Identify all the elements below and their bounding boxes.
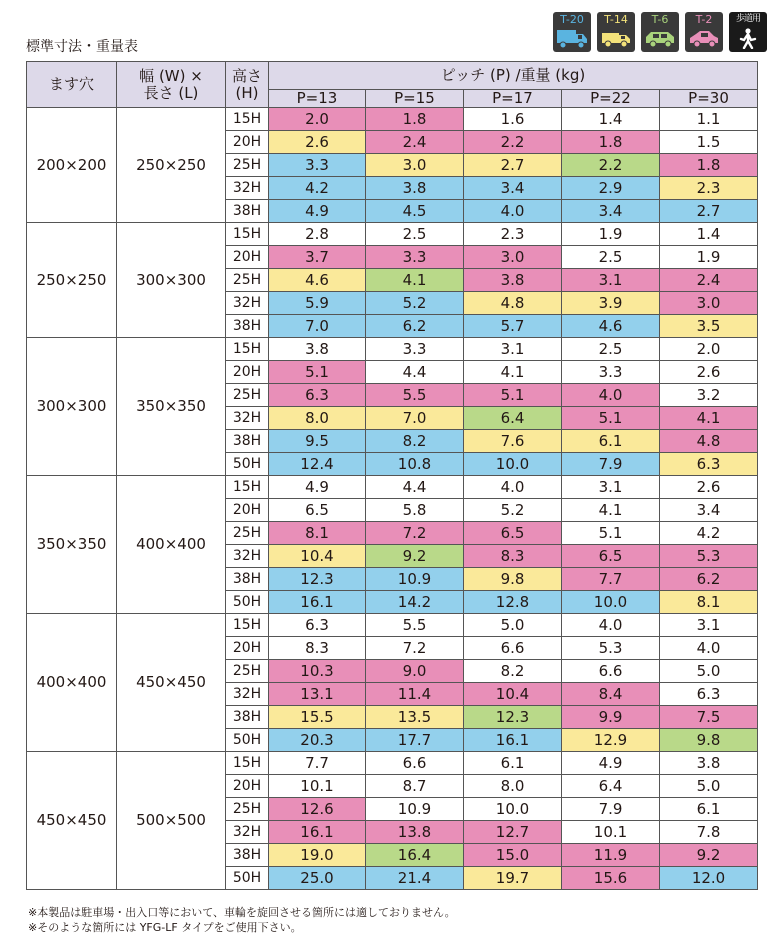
legend-t14-label: T-14 [604,13,628,26]
weight-cell: 2.2 [464,131,562,154]
masu-cell: 250×250 [27,223,117,338]
weight-cell: 9.2 [660,844,758,867]
height-cell: 38H [226,568,269,591]
weight-cell: 12.9 [562,729,660,752]
legend-t6 [641,12,679,52]
weight-cell: 2.6 [660,476,758,499]
weight-cell: 6.5 [464,522,562,545]
weight-cell: 2.4 [660,269,758,292]
height-cell: 15H [226,108,269,131]
weight-cell: 6.2 [660,568,758,591]
footnote-1: ※本製品は駐車場・出入口等において、車輪を旋回させる箇所には適しておりません。 [28,906,456,919]
weight-cell: 5.9 [269,292,366,315]
height-cell: 20H [226,775,269,798]
weight-cell: 4.5 [366,200,464,223]
weight-cell: 12.3 [464,706,562,729]
weight-cell: 4.8 [660,430,758,453]
weight-cell: 5.3 [660,545,758,568]
height-cell: 50H [226,453,269,476]
weight-cell: 4.8 [464,292,562,315]
weight-cell: 1.4 [660,223,758,246]
header-height-line1: 高さ [231,66,262,85]
weight-cell: 1.1 [660,108,758,131]
weight-cell: 16.1 [269,821,366,844]
height-cell: 20H [226,131,269,154]
weight-cell: 3.0 [660,292,758,315]
weight-cell: 10.0 [562,591,660,614]
height-cell: 50H [226,867,269,890]
header-pitch-15: P=15 [366,90,464,108]
weight-cell: 12.0 [660,867,758,890]
height-cell: 20H [226,499,269,522]
weight-cell: 4.9 [269,476,366,499]
legend-t14 [597,12,635,52]
height-cell: 32H [226,177,269,200]
weight-cell: 17.7 [366,729,464,752]
weight-cell: 5.5 [366,384,464,407]
weight-cell: 1.5 [660,131,758,154]
weight-cell: 5.8 [366,499,464,522]
weight-cell: 8.7 [366,775,464,798]
weight-cell: 6.1 [562,430,660,453]
weight-cell: 3.8 [366,177,464,200]
car-icon [644,28,676,49]
weight-cell: 7.9 [562,453,660,476]
weight-cell: 4.4 [366,361,464,384]
weight-cell: 3.4 [660,499,758,522]
weight-cell: 6.3 [269,384,366,407]
weight-cell: 6.2 [366,315,464,338]
weight-cell: 2.8 [269,223,366,246]
footnotes [28,905,456,935]
truck-icon [556,28,588,49]
weight-cell: 8.4 [562,683,660,706]
height-cell: 25H [226,384,269,407]
legend-t2 [685,12,723,52]
weight-cell: 6.6 [562,660,660,683]
weight-cell: 8.1 [660,591,758,614]
weight-cell: 3.3 [562,361,660,384]
weight-cell: 4.9 [269,200,366,223]
weight-cell: 8.3 [269,637,366,660]
weight-cell: 4.0 [562,614,660,637]
weight-cell: 10.9 [366,798,464,821]
weight-cell: 8.0 [269,407,366,430]
weight-cell: 5.5 [366,614,464,637]
height-cell: 32H [226,683,269,706]
weight-cell: 2.2 [562,154,660,177]
weight-cell: 3.4 [464,177,562,200]
weight-cell: 6.1 [464,752,562,775]
weight-cell: 10.8 [366,453,464,476]
weight-cell: 9.0 [366,660,464,683]
weight-cell: 4.6 [562,315,660,338]
weight-cell: 4.0 [464,476,562,499]
height-cell: 15H [226,752,269,775]
weight-cell: 4.0 [464,200,562,223]
height-cell: 25H [226,660,269,683]
weight-cell: 5.0 [660,660,758,683]
size-cell: 500×500 [117,752,226,890]
weight-cell: 2.0 [660,338,758,361]
height-cell: 38H [226,844,269,867]
height-cell: 15H [226,476,269,499]
height-cell: 32H [226,292,269,315]
weight-cell: 7.6 [464,430,562,453]
weight-cell: 6.6 [366,752,464,775]
height-cell: 15H [226,614,269,637]
size-cell: 250×250 [117,108,226,223]
weight-cell: 4.6 [269,269,366,292]
weight-cell: 8.1 [269,522,366,545]
height-cell: 38H [226,706,269,729]
weight-cell: 3.1 [660,614,758,637]
weight-cell: 3.0 [464,246,562,269]
weight-cell: 5.2 [366,292,464,315]
weight-cell: 1.4 [562,108,660,131]
size-cell: 450×450 [117,614,226,752]
weight-cell: 3.8 [464,269,562,292]
compact-car-icon [688,28,720,49]
weight-cell: 3.4 [562,200,660,223]
weight-cell: 10.1 [562,821,660,844]
header-pitch-17: P=17 [464,90,562,108]
weight-cell: 4.1 [562,499,660,522]
weight-cell: 19.7 [464,867,562,890]
weight-cell: 10.9 [366,568,464,591]
weight-cell: 16.1 [269,591,366,614]
weight-cell: 6.5 [562,545,660,568]
table-body [27,108,758,890]
weight-cell: 7.0 [366,407,464,430]
masu-cell: 300×300 [27,338,117,476]
header-size [117,62,226,108]
weight-cell: 7.2 [366,637,464,660]
legend-pedestrian [729,12,767,52]
load-class-legend [553,12,767,52]
weight-cell: 3.3 [366,246,464,269]
height-cell: 38H [226,315,269,338]
header-pitch-13: P=13 [269,90,366,108]
weight-cell: 6.3 [660,683,758,706]
weight-cell: 13.1 [269,683,366,706]
weight-cell: 6.4 [464,407,562,430]
weight-cell: 2.5 [562,338,660,361]
weight-cell: 12.7 [464,821,562,844]
weight-cell: 4.9 [562,752,660,775]
masu-cell: 200×200 [27,108,117,223]
weight-cell: 3.5 [660,315,758,338]
weight-cell: 13.5 [366,706,464,729]
weight-cell: 8.3 [464,545,562,568]
weight-cell: 1.8 [366,108,464,131]
weight-cell: 2.3 [660,177,758,200]
masu-cell: 450×450 [27,752,117,890]
weight-cell: 7.7 [269,752,366,775]
weight-cell: 7.5 [660,706,758,729]
weight-cell: 3.1 [464,338,562,361]
table-row [27,476,758,499]
height-cell: 50H [226,729,269,752]
weight-cell: 7.9 [562,798,660,821]
height-cell: 25H [226,522,269,545]
weight-cell: 5.0 [660,775,758,798]
weight-cell: 3.8 [269,338,366,361]
height-cell: 32H [226,545,269,568]
weight-cell: 1.8 [660,154,758,177]
weight-cell: 8.2 [464,660,562,683]
weight-cell: 4.1 [366,269,464,292]
weight-cell: 15.5 [269,706,366,729]
height-cell: 15H [226,223,269,246]
weight-cell: 7.0 [269,315,366,338]
legend-pedestrian-label: 歩道用 [735,14,760,24]
table-row [27,614,758,637]
page-title: 標準寸法・重量表 [26,39,138,55]
weight-cell: 3.8 [660,752,758,775]
weight-cell: 15.0 [464,844,562,867]
weight-cell: 10.4 [269,545,366,568]
weight-cell: 14.2 [366,591,464,614]
weight-cell: 10.3 [269,660,366,683]
header-pitch-weight: ピッチ (P) /重量 (kg) [269,62,758,90]
height-cell: 20H [226,637,269,660]
weight-cell: 1.6 [464,108,562,131]
weight-cell: 11.9 [562,844,660,867]
weight-cell: 15.6 [562,867,660,890]
weight-cell: 9.2 [366,545,464,568]
weight-cell: 4.2 [660,522,758,545]
weight-cell: 9.9 [562,706,660,729]
weight-cell: 12.8 [464,591,562,614]
header-pitch-30: P=30 [660,90,758,108]
pedestrian-icon [732,28,764,49]
masu-cell: 350×350 [27,476,117,614]
weight-cell: 12.3 [269,568,366,591]
height-cell: 25H [226,269,269,292]
weight-cell: 16.1 [464,729,562,752]
header-size-line1: 幅 (W) × [139,66,203,85]
weight-cell: 3.1 [562,476,660,499]
header-size-line2: 長さ (L) [143,83,199,102]
table-row [27,338,758,361]
weight-cell: 7.2 [366,522,464,545]
weight-cell: 4.4 [366,476,464,499]
weight-cell: 3.7 [269,246,366,269]
weight-cell: 4.1 [660,407,758,430]
header-masu: ます穴 [27,62,117,108]
weight-cell: 2.9 [562,177,660,200]
size-cell: 350×350 [117,338,226,476]
weight-cell: 5.1 [562,522,660,545]
weight-cell: 6.6 [464,637,562,660]
height-cell: 38H [226,430,269,453]
weight-cell: 9.5 [269,430,366,453]
legend-t20-label: T-20 [560,13,584,26]
size-cell: 400×400 [117,476,226,614]
weight-cell: 9.8 [660,729,758,752]
weight-cell: 10.0 [464,798,562,821]
weight-cell: 25.0 [269,867,366,890]
small-truck-icon [600,28,632,49]
weight-cell: 10.4 [464,683,562,706]
weight-cell: 3.0 [366,154,464,177]
weight-cell: 2.5 [562,246,660,269]
weight-cell: 21.4 [366,867,464,890]
weight-cell: 5.2 [464,499,562,522]
header-height-line2: (H) [235,83,259,102]
weight-cell: 3.2 [660,384,758,407]
weight-cell: 2.7 [660,200,758,223]
weight-cell: 6.3 [660,453,758,476]
legend-t6-label: T-6 [651,13,669,26]
weight-cell: 7.8 [660,821,758,844]
legend-t2-label: T-2 [695,13,713,26]
weight-cell: 20.3 [269,729,366,752]
weight-cell: 3.3 [269,154,366,177]
weight-cell: 5.0 [464,614,562,637]
height-cell: 20H [226,361,269,384]
weight-cell: 4.2 [269,177,366,200]
weight-cell: 2.0 [269,108,366,131]
height-cell: 15H [226,338,269,361]
weight-cell: 3.1 [562,269,660,292]
height-cell: 32H [226,407,269,430]
weight-cell: 10.1 [269,775,366,798]
weight-cell: 8.2 [366,430,464,453]
weight-cell: 6.5 [269,499,366,522]
weight-cell: 5.3 [562,637,660,660]
weight-cell: 4.0 [562,384,660,407]
weight-cell: 2.6 [269,131,366,154]
weight-cell: 8.0 [464,775,562,798]
height-cell: 50H [226,591,269,614]
weight-cell: 3.3 [366,338,464,361]
weight-cell: 11.4 [366,683,464,706]
weight-cell: 4.1 [464,361,562,384]
weight-cell: 4.0 [660,637,758,660]
weight-cell: 5.1 [464,384,562,407]
table-row [27,108,758,131]
height-cell: 25H [226,798,269,821]
weight-cell: 12.4 [269,453,366,476]
header-height [226,62,269,108]
weight-cell: 10.0 [464,453,562,476]
dimension-weight-table [26,61,758,890]
weight-cell: 1.8 [562,131,660,154]
height-cell: 32H [226,821,269,844]
height-cell: 38H [226,200,269,223]
weight-cell: 3.9 [562,292,660,315]
weight-cell: 13.8 [366,821,464,844]
weight-cell: 12.6 [269,798,366,821]
weight-cell: 2.6 [660,361,758,384]
weight-cell: 1.9 [562,223,660,246]
weight-cell: 19.0 [269,844,366,867]
height-cell: 25H [226,154,269,177]
weight-cell: 6.4 [562,775,660,798]
weight-cell: 2.7 [464,154,562,177]
legend-t20 [553,12,591,52]
weight-cell: 2.5 [366,223,464,246]
weight-cell: 6.3 [269,614,366,637]
size-cell: 300×300 [117,223,226,338]
weight-cell: 2.4 [366,131,464,154]
table-row [27,752,758,775]
weight-cell: 7.7 [562,568,660,591]
weight-cell: 16.4 [366,844,464,867]
weight-cell: 5.1 [562,407,660,430]
weight-cell: 9.8 [464,568,562,591]
weight-cell: 5.1 [269,361,366,384]
weight-cell: 6.1 [660,798,758,821]
header-pitch-22: P=22 [562,90,660,108]
weight-cell: 1.9 [660,246,758,269]
weight-cell: 5.7 [464,315,562,338]
height-cell: 20H [226,246,269,269]
masu-cell: 400×400 [27,614,117,752]
footnote-2: ※そのような箇所には YFG-LF タイプをご使用下さい。 [28,921,302,934]
table-row [27,223,758,246]
weight-cell: 2.3 [464,223,562,246]
